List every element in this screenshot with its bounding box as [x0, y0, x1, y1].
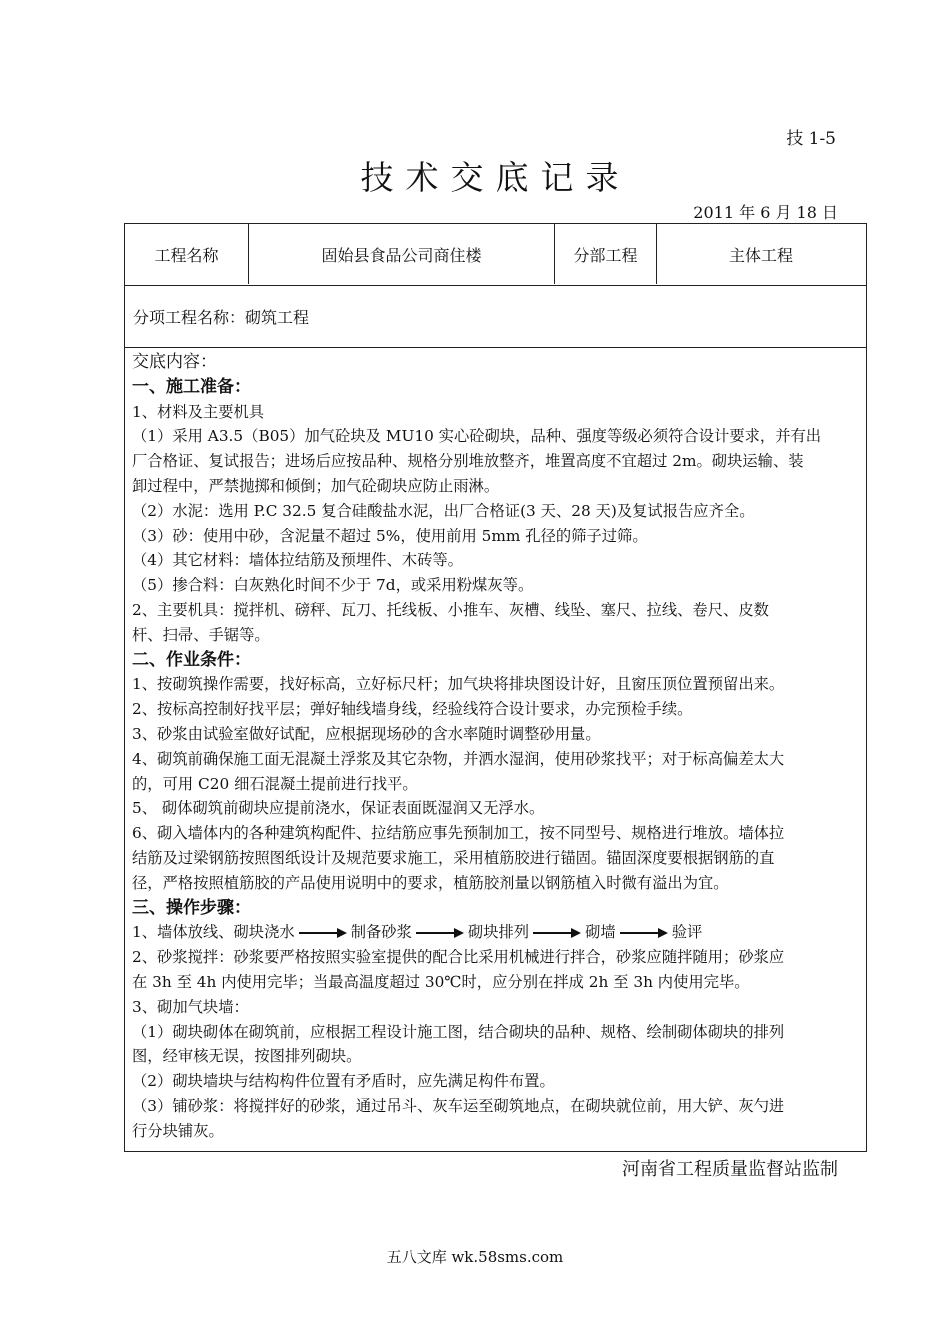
section-heading: 一、施工准备：: [132, 376, 251, 397]
content-lines: [132, 375, 858, 1144]
header-row: [125, 224, 866, 286]
content-line: 1、材料及主要机具: [132, 402, 265, 421]
content-line: 1、按砌筑操作需要，找好标高，立好标尺杆；加气块将排块图设计好，且窗压顶位置预留出来。: [132, 675, 785, 694]
arrow-right-icon: [299, 928, 347, 938]
content-line: 结筋及过梁钢筋按照图纸设计及规范要求施工，采用植筋胶进行锚固。锚固深度要根据钢筋的直: [132, 848, 775, 867]
content-intro: 交底内容：: [132, 352, 217, 372]
subitem-row: 分项工程名称：砌筑工程: [125, 286, 866, 348]
process-flow: [132, 920, 858, 945]
content-line: 图，经审核无误，按图排列砌块。: [132, 1047, 362, 1066]
content-line: （1）砌块砌体在砌筑前，应根据工程设计施工图，结合砌块的品种、规格、绘制砌体砌块的排列: [132, 1022, 785, 1041]
content-line: 杆、扫帚、手锯等。: [132, 625, 270, 644]
content-line: 3、砌加气块墙：: [132, 997, 249, 1016]
flow-step: 验评: [671, 923, 703, 942]
content-line: 2、按标高控制好找平层；弹好轴线墙身线，经验线符合设计要求，办完预检手续。: [132, 700, 693, 719]
content-line: 厂合格证、复试报告；进场后应按品种、规格分别堆放整齐，堆置高度不宜超过 2m。砌块运输、装: [132, 452, 804, 471]
content-line: 2、主要机具：搅拌机、磅秤、瓦刀、托线板、小推车、灰槽、线坠、塞尺、拉线、卷尺、皮数: [132, 600, 769, 619]
content-line: 行分块铺灰。: [132, 1121, 224, 1140]
flow-step: 1、墙体放线、砌块浇水: [132, 923, 295, 942]
flow-step: 砌块排列: [467, 923, 530, 942]
section-heading: 二、作业条件：: [132, 649, 251, 670]
record-table: [124, 223, 867, 1152]
content-line: 径，严格按照植筋胶的产品使用说明中的要求，植筋胶剂量以钢筋植入时微有溢出为宜。: [132, 873, 729, 892]
content-line: 在 3h 至 4h 内使用完毕；当最高温度超过 30℃时，应分别在拌成 2h 至 3h 内使用完毕。: [132, 972, 750, 991]
content-line: （1）采用 A3.5（B05）加气砼块及 MU10 实心砼砌块，品种、强度等级必须符合设计要求，并有出: [132, 427, 822, 446]
arrow-right-icon: [620, 928, 668, 938]
content-line: （2）水泥：选用 P.C 32.5 复合硅酸盐水泥，出厂合格证(3 天、28 天)及复试报告应齐全。: [132, 501, 755, 520]
division-label: 分部工程: [555, 224, 657, 284]
content-line: 3、砂浆由试验室做好试配，应根据现场砂的含水率随时调整砂用量。: [132, 724, 601, 743]
arrow-right-icon: [416, 928, 464, 938]
content-line: 5、 砌体砌筑前砌块应提前浇水，保证表面既湿润又无浮水。: [132, 799, 545, 818]
content-line: （3）铺砂浆：将搅拌好的砂浆，通过吊斗、灰车运至砌筑地点，在砌块就位前，用大铲、灰勺进: [132, 1096, 785, 1115]
content-line: 2、砂浆搅拌：砂浆要严格按照实验室提供的配合比采用机械进行拌合，砂浆应随拌随用；砂浆应: [132, 948, 785, 967]
page-title: 技术交底记录: [360, 158, 631, 197]
content-line: （4）其它材料：墙体拉结筋及预埋件、木砖等。: [132, 551, 463, 570]
document-code: 技 1-5: [786, 129, 836, 149]
flow-step: 砌墙: [585, 923, 616, 942]
content-line: （3）砂：使用中砂，含泥量不超过 5%，使用前用 5mm 孔径的筛子过筛。: [132, 526, 648, 545]
project-name-value: 固始县食品公司商住楼: [249, 224, 555, 284]
arrow-right-icon: [533, 928, 581, 938]
document-date: 2011 年 6 月 18 日: [693, 203, 838, 222]
disclosure-content: [125, 348, 866, 1144]
content-line: （5）掺合料：白灰熟化时间不少于 7d，或采用粉煤灰等。: [132, 576, 534, 595]
flow-step: 制备砂浆: [350, 923, 412, 942]
footer-watermark: 五八文库 wk.58sms.com: [386, 1248, 564, 1266]
content-line: （2）砌块墙块与结构构件位置有矛盾时，应先满足构件布置。: [132, 1072, 555, 1091]
supervisor-note: 河南省工程质量监督站监制: [622, 1159, 838, 1180]
division-value: 主体工程: [728, 245, 793, 265]
content-line: 6、砌入墙体内的各种建筑构配件、拉结筋应事先预制加工，按不同型号、规格进行堆放。墙体拉: [132, 824, 785, 843]
section-heading: 三、操作步骤：: [132, 897, 251, 918]
project-name-label: 工程名称: [125, 224, 249, 284]
content-line: 卸过程中，严禁抛掷和倾倒；加气砼砌块应防止雨淋。: [132, 476, 500, 495]
content-line: 4、砌筑前确保施工面无混凝土浮浆及其它杂物，并洒水湿润，使用砂浆找平；对于标高偏差太大: [132, 749, 785, 768]
content-line: 的，可用 C20 细石混凝土提前进行找平。: [132, 774, 418, 793]
